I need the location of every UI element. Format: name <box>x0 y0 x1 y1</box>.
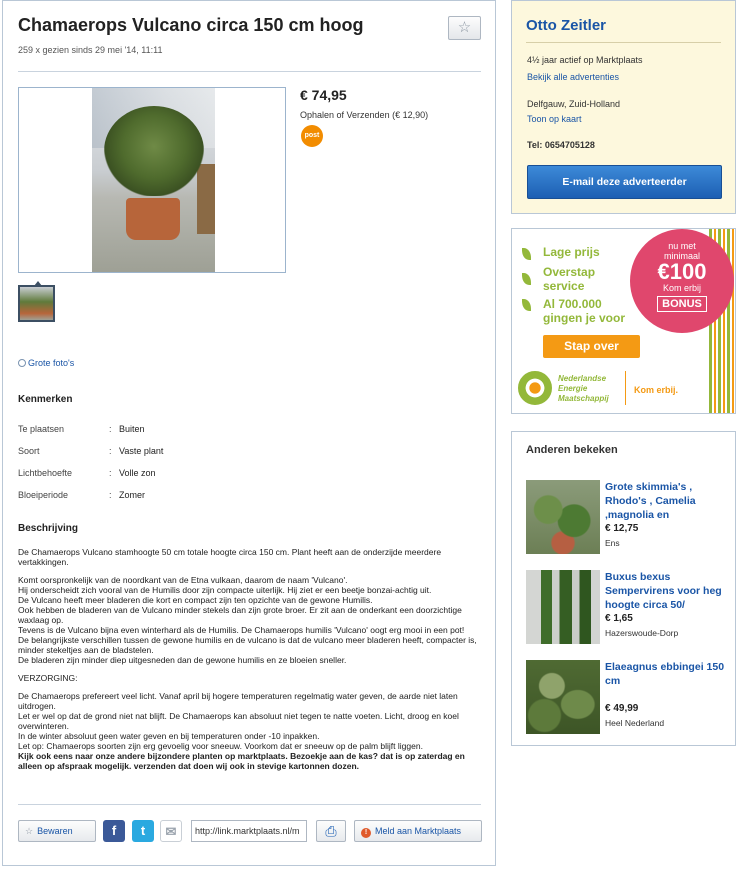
ad-line: Overstap <box>543 265 596 279</box>
main-photo[interactable] <box>92 88 215 272</box>
item-location: Ens <box>605 538 620 548</box>
share-link-input[interactable]: http://link.marktplaats.nl/m <box>191 820 307 842</box>
brand-name <box>558 374 609 404</box>
price: € 74,95 <box>300 87 347 103</box>
seller-active: 4½ jaar actief op Marktplaats <box>527 55 643 65</box>
description-paragraph: VERZORGING: <box>18 673 78 683</box>
item-thumbnail[interactable] <box>526 480 600 554</box>
leaf-icon <box>522 299 531 311</box>
description-paragraph: Let op: Chamaerops soorten zijn erg gevoelig voor sneeuw. Voorkom dat er sneeuw op de palm blijft liggen. <box>18 741 423 751</box>
photo-thumbnail[interactable] <box>18 285 55 322</box>
feature-label: Lichtbehoefte <box>18 468 73 478</box>
feature-label: Te plaatsen <box>18 424 65 434</box>
bonus-text: Kom erbij <box>662 283 701 293</box>
description-paragraph: De Vulcano heeft meer bladeren die kort en compact zijn ten opzichte van de gewone Humilis. <box>18 595 373 605</box>
item-title-link[interactable]: Elaeagnus ebbingei 150 cm <box>605 661 725 687</box>
email-seller-button[interactable]: E-mail deze adverteerder <box>527 165 722 199</box>
ad-line: Lage prijs <box>543 245 600 259</box>
brand-line: Maatschappij <box>558 394 609 403</box>
description-paragraph: Hij onderscheidt zich vooral van de Humilis door zijn compacte uiterlijk. Hij ziet er een beetje bonzai-achtig uit. <box>18 585 432 595</box>
ad-line: gingen je voor <box>543 311 626 325</box>
item-price: € 49,99 <box>605 703 639 714</box>
bonus-amount: €100 <box>657 259 707 284</box>
palm-pot <box>126 198 180 240</box>
save-button[interactable] <box>18 820 96 842</box>
description-heading: Beschrijving <box>18 523 79 534</box>
description-paragraph: De bladeren zijn minder diep uitgesneden dan de gewone humilis en ze bloeien sneller. <box>18 655 347 665</box>
others-viewed-box <box>511 431 736 746</box>
feature-separator: : <box>109 490 112 500</box>
big-photos-label: Grote foto's <box>28 358 75 368</box>
favorite-star-button[interactable]: ☆ <box>448 16 481 40</box>
description-paragraph: Komt oorspronkelijk van de noordkant van de Etna vulkaan, daarom de naam 'Vulcano'. <box>18 575 348 585</box>
item-location: Heel Nederland <box>605 718 665 728</box>
palm-foliage <box>104 106 204 196</box>
description-paragraph: Ook hebben de bladeren van de Vulcano minder stekels dan zijn grote broer. Er zit aan de onderkant een doorzichtige waxlaag op. <box>18 605 462 625</box>
feature-separator: : <box>109 446 112 456</box>
bonus-badge <box>630 229 734 333</box>
seller-box <box>511 0 736 214</box>
feature-value: Vaste plant <box>119 446 164 456</box>
description-paragraph: De Chamaerops prefereert veel licht. Vanaf april bij hogere temperaturen regelmatig water geven, de aarde niet laten uitdrogen. <box>18 691 458 711</box>
main-photo-frame[interactable] <box>18 87 286 273</box>
postnl-logo-icon: post <box>301 125 323 147</box>
bonus-text: nu met <box>668 241 696 251</box>
print-icon[interactable]: ⎙ <box>316 820 346 842</box>
description-paragraph: De Chamaerops Vulcano stamhoogte 50 cm totale hoogte circa 150 cm. Plant heeft aan de onderzijde meerdere vertakkingen. <box>18 547 442 567</box>
description-body <box>18 547 481 771</box>
feature-label: Bloeiperiode <box>18 490 69 500</box>
view-count: 259 x gezien sinds 29 mei '14, 11:11 <box>18 45 163 55</box>
all-ads-link[interactable]: Bekijk alle advertenties <box>527 72 620 82</box>
thumbnail-indicator <box>34 281 42 286</box>
item-thumbnail[interactable] <box>526 660 600 734</box>
brand-line: Nederlandse <box>558 374 607 383</box>
description-paragraph: Let er wel op dat de grond niet nat blijft. De Chamaerops kan absoluut niet tegen te natte voeten. Licht, droog en koel overwinteren. <box>18 711 459 731</box>
description-bold: Kijk ook eens naar onze andere bijzondere planten op marktplaats. Bezoekje aan de kas? dat is op zaterdag en alleen op afspraak mogelijk. verzenden dat doen wij ook in stevige kartonnen dozen. <box>18 751 465 771</box>
ad-line: Al 700.000 <box>543 297 602 311</box>
feature-separator: : <box>109 424 112 434</box>
mail-icon[interactable]: ✉ <box>160 820 182 842</box>
bonus-text: minimaal <box>663 251 700 261</box>
leaf-icon <box>522 248 531 260</box>
nle-logo-icon <box>518 371 552 405</box>
item-title-link[interactable]: Grote skimmia's , Rhodo's , Camelia ,magnolia en <box>605 481 696 521</box>
facebook-icon[interactable]: f <box>103 820 125 842</box>
magnifier-icon <box>18 359 26 367</box>
divider <box>526 42 721 43</box>
seller-phone: Tel: 0654705128 <box>527 140 595 150</box>
divider <box>625 371 626 405</box>
item-title-link[interactable]: Buxus bexus Sempervirens voor heg hoogte circa 50/ <box>605 571 722 611</box>
bonus-label: BONUS <box>657 296 707 312</box>
item-location: Hazerswoude-Dorp <box>605 628 679 638</box>
item-price: € 1,65 <box>605 613 633 624</box>
listing-panel <box>2 0 496 866</box>
others-heading: Anderen bekeken <box>526 444 618 456</box>
page-title: Chamaerops Vulcano circa 150 cm hoog <box>18 15 364 35</box>
feature-separator: : <box>109 468 112 478</box>
description-paragraph: De belangrijkste verschillen tussen de gewone humilis en de vulcano is dat de vulcano meer bladeren heeft, compacter is, minder stekeltjes aan de bladstelen. <box>18 635 477 655</box>
description-paragraph: Tevens is de Vulcano bijna even winterhard als de Humilis. De Chamaerops humilis 'Vulcano' oogt erg mooi in een pot! <box>18 625 465 635</box>
divider <box>18 71 481 72</box>
leaf-icon <box>522 273 531 285</box>
report-label: Meld aan Marktplaats <box>375 826 462 836</box>
feature-value: Volle zon <box>119 468 156 478</box>
energy-advertisement[interactable] <box>511 228 736 414</box>
description-paragraph <box>18 751 481 771</box>
warning-icon: ! <box>361 828 371 838</box>
description-paragraph: In de winter absoluut geen water geven en bij temperaturen onder -10 inpakken. <box>18 731 320 741</box>
feature-value: Buiten <box>119 424 145 434</box>
feature-label: Soort <box>18 446 40 456</box>
features-heading: Kenmerken <box>18 394 73 405</box>
ad-line: service <box>543 279 585 293</box>
report-button[interactable] <box>354 820 482 842</box>
show-map-link[interactable]: Toon op kaart <box>527 114 582 124</box>
switch-button[interactable]: Stap over <box>543 335 640 358</box>
seller-location: Delfgauw, Zuid-Holland <box>527 99 621 109</box>
star-icon: ☆ <box>25 826 34 836</box>
twitter-icon[interactable]: t <box>132 820 154 842</box>
save-label: Bewaren <box>37 826 73 836</box>
feature-value: Zomer <box>119 490 146 500</box>
shipping-info: Ophalen of Verzenden (€ 12,90) <box>300 110 429 120</box>
item-thumbnail[interactable] <box>526 570 600 644</box>
big-photos-link[interactable] <box>18 358 74 368</box>
brand-line: Energie <box>558 384 588 393</box>
item-price: € 12,75 <box>605 523 639 534</box>
brand-slogan: Kom erbij. <box>634 385 679 395</box>
divider <box>18 804 481 805</box>
seller-name[interactable]: Otto Zeitler <box>526 17 607 34</box>
